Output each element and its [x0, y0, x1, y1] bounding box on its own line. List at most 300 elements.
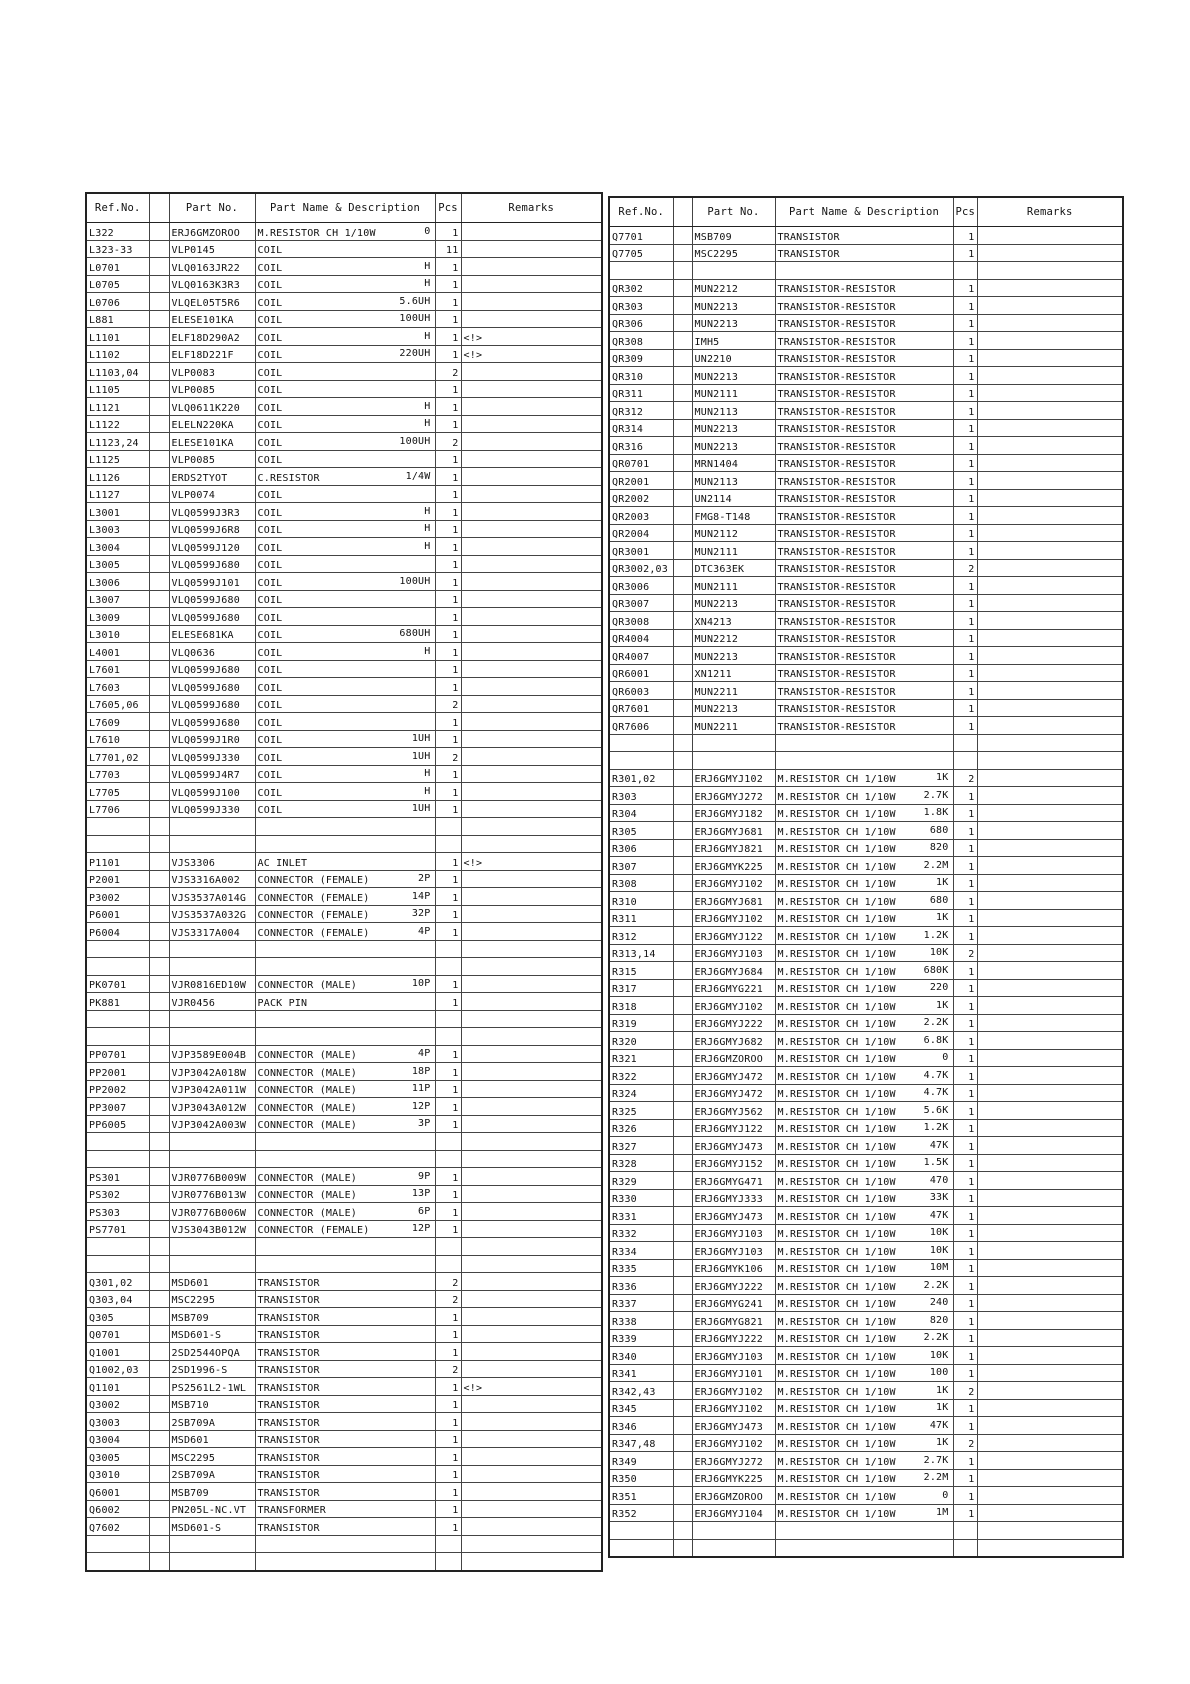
- part-name: COIL: [257, 437, 283, 449]
- table-row: [86, 783, 602, 801]
- description-cell: [775, 1259, 953, 1277]
- ref-no: PP0701: [86, 1045, 149, 1063]
- parts-table-right: [608, 196, 1124, 1558]
- remarks: [977, 1049, 1123, 1067]
- part-no: ELESE101KA: [169, 433, 255, 451]
- pcs: 1: [435, 468, 461, 486]
- gap-cell: [149, 958, 169, 976]
- table-row: [609, 454, 1123, 472]
- ref-no: R351: [609, 1487, 673, 1505]
- pcs: 1: [953, 787, 977, 805]
- part-no: VLQ0599J680: [169, 555, 255, 573]
- gap-cell: [673, 524, 692, 542]
- pcs: 1: [953, 1329, 977, 1347]
- part-no: ERJ6GMYJ272: [692, 787, 775, 805]
- pcs: 11: [435, 240, 461, 258]
- gap-cell: [149, 1465, 169, 1483]
- pcs: 2: [435, 1360, 461, 1378]
- pcs: 1: [953, 402, 977, 420]
- ref-no: QR316: [609, 437, 673, 455]
- gap-cell: [673, 1049, 692, 1067]
- ref-no: R321: [609, 1049, 673, 1067]
- part-value: 5.6K: [923, 1104, 949, 1116]
- gap-cell: [149, 888, 169, 906]
- gap-cell: [149, 940, 169, 958]
- table-header-row: [609, 197, 1123, 227]
- remarks: [461, 818, 602, 836]
- description-cell: [775, 647, 953, 665]
- part-value: 6.8K: [923, 1034, 949, 1046]
- pcs: 1: [435, 1413, 461, 1431]
- part-no: ERJ6GMYJ102: [692, 769, 775, 787]
- description-cell: [255, 1413, 435, 1431]
- part-no: ELESE101KA: [169, 310, 255, 328]
- remarks: [461, 1273, 602, 1291]
- gap-cell: [149, 923, 169, 941]
- pcs: 1: [435, 1448, 461, 1466]
- ref-no: R318: [609, 997, 673, 1015]
- pcs: 1: [953, 979, 977, 997]
- gap-cell: [673, 1189, 692, 1207]
- table-row: [609, 1067, 1123, 1085]
- part-no: MSD601: [169, 1430, 255, 1448]
- part-no: VJR0776B006W: [169, 1203, 255, 1221]
- table-row: [86, 835, 602, 853]
- ref-no: L1126: [86, 468, 149, 486]
- gap-cell: [149, 1010, 169, 1028]
- description-cell: [255, 800, 435, 818]
- gap-cell: [673, 752, 692, 770]
- table-header-row: [86, 193, 602, 223]
- table-row: [86, 1185, 602, 1203]
- remarks: [461, 1448, 602, 1466]
- part-no: MSC2295: [169, 1290, 255, 1308]
- gap-cell: [673, 1032, 692, 1050]
- part-no: ERJ6GMYJ473: [692, 1207, 775, 1225]
- pcs: 1: [953, 997, 977, 1015]
- part-name: TRANSISTOR: [257, 1347, 320, 1359]
- gap-cell: [149, 1535, 169, 1553]
- part-name: CONNECTOR (FEMALE): [257, 892, 370, 904]
- ref-no: L0705: [86, 275, 149, 293]
- gap-cell: [673, 1364, 692, 1382]
- ref-no: PP2002: [86, 1080, 149, 1098]
- description-cell: [255, 678, 435, 696]
- part-no: VJP3589E004B: [169, 1045, 255, 1063]
- part-no: [692, 262, 775, 280]
- part-no: VLQ0599J680: [169, 608, 255, 626]
- part-value: H: [424, 523, 431, 534]
- pcs: 1: [435, 1063, 461, 1081]
- description-cell: [775, 1329, 953, 1347]
- description-cell: [775, 1312, 953, 1330]
- ref-no: QR3001: [609, 542, 673, 560]
- description-cell: [775, 1399, 953, 1417]
- ref-no: L7701,02: [86, 748, 149, 766]
- description-cell: [775, 699, 953, 717]
- remarks: [461, 1220, 602, 1238]
- remarks: [461, 1168, 602, 1186]
- table-row: [609, 314, 1123, 332]
- part-name: TRANSISTOR-RESISTOR: [777, 546, 896, 558]
- part-value: 18P: [411, 1065, 431, 1077]
- ref-no: Q7705: [609, 244, 673, 262]
- table-row: [86, 223, 602, 241]
- part-name: TRANSISTOR-RESISTOR: [777, 354, 896, 365]
- part-no: MUN2113: [692, 472, 775, 490]
- table-row: [86, 1360, 602, 1378]
- remarks: <!>: [461, 345, 602, 363]
- part-no: VLP0074: [169, 485, 255, 503]
- description-cell: [775, 1364, 953, 1382]
- description-cell: [255, 783, 435, 801]
- pcs: [953, 1522, 977, 1540]
- pcs: 1: [953, 1014, 977, 1032]
- description-cell: [255, 275, 435, 293]
- remarks: [977, 1522, 1123, 1540]
- ref-no: R337: [609, 1294, 673, 1312]
- ref-no: L3006: [86, 573, 149, 591]
- part-no: VLQ0611K220: [169, 398, 255, 416]
- description-cell: [775, 682, 953, 700]
- ref-no: QR309: [609, 349, 673, 367]
- table-row: [609, 1189, 1123, 1207]
- gap-cell: [673, 1469, 692, 1487]
- table-row: [609, 874, 1123, 892]
- description-cell: [255, 713, 435, 731]
- description-cell: [255, 293, 435, 311]
- gap-cell: [673, 1539, 692, 1557]
- ref-no: R307: [609, 857, 673, 875]
- part-name: COIL: [257, 595, 283, 606]
- description-cell: [775, 279, 953, 297]
- description-cell: [775, 594, 953, 612]
- description-cell: [255, 765, 435, 783]
- gap-cell: [149, 1430, 169, 1448]
- pcs: 1: [953, 1067, 977, 1085]
- header-remarks: Remarks: [977, 197, 1123, 227]
- gap-cell: [149, 363, 169, 381]
- table-row: [86, 415, 602, 433]
- part-no: [169, 1010, 255, 1028]
- ref-no: R315: [609, 962, 673, 980]
- table-row: [86, 1150, 602, 1168]
- gap-cell: [149, 433, 169, 451]
- remarks: [977, 1172, 1123, 1190]
- table-row: [86, 923, 602, 941]
- table-row: [609, 839, 1123, 857]
- part-no: ERJ6GMYJ102: [692, 909, 775, 927]
- pcs: 1: [953, 1102, 977, 1120]
- gap-cell: [673, 542, 692, 560]
- pcs: 1: [435, 1115, 461, 1133]
- remarks: [461, 1080, 602, 1098]
- part-name: COIL: [257, 332, 283, 344]
- gap-cell: [149, 275, 169, 293]
- remarks: [977, 1539, 1123, 1557]
- part-name: TRANSISTOR: [257, 1295, 320, 1306]
- remarks: [461, 450, 602, 468]
- table-row: [609, 1469, 1123, 1487]
- description-cell: [775, 244, 953, 262]
- gap-cell: [673, 682, 692, 700]
- table-row: [609, 1119, 1123, 1137]
- remarks: [461, 1500, 602, 1518]
- part-value: 1M: [936, 1507, 949, 1518]
- pcs: 1: [953, 1277, 977, 1295]
- part-name: CONNECTOR (MALE): [257, 1120, 358, 1131]
- part-no: ERJ6GMYJ681: [692, 892, 775, 910]
- parts-table-left: [85, 192, 603, 1572]
- table-row: [86, 625, 602, 643]
- part-no: ELESE681KA: [169, 625, 255, 643]
- ref-no: L3010: [86, 625, 149, 643]
- gap-cell: [673, 314, 692, 332]
- table-row: [609, 1312, 1123, 1330]
- gap-cell: [673, 1242, 692, 1260]
- description-cell: [255, 433, 435, 451]
- ref-no: R301,02: [609, 769, 673, 787]
- table-row: [86, 870, 602, 888]
- ref-no: QR310: [609, 367, 673, 385]
- description-cell: [255, 835, 435, 853]
- remarks: [977, 1102, 1123, 1120]
- pcs: 1: [953, 699, 977, 717]
- pcs: 1: [435, 293, 461, 311]
- part-name: COIL: [257, 455, 283, 466]
- gap-cell: [673, 1172, 692, 1190]
- part-value: 2.7K: [923, 789, 949, 801]
- pcs: 1: [953, 612, 977, 630]
- pcs: [435, 818, 461, 836]
- part-value: H: [424, 418, 431, 429]
- table-row: [86, 730, 602, 748]
- description-cell: [775, 437, 953, 455]
- ref-no: PS7701: [86, 1220, 149, 1238]
- remarks: [977, 1399, 1123, 1417]
- part-no: DTC363EK: [692, 559, 775, 577]
- part-name: TRANSISTOR: [257, 1452, 320, 1464]
- description-cell: [255, 520, 435, 538]
- table-row: [86, 818, 602, 836]
- pcs: 1: [435, 450, 461, 468]
- ref-no: R340: [609, 1347, 673, 1365]
- ref-no: QR7601: [609, 699, 673, 717]
- table-row: [86, 1500, 602, 1518]
- part-no: MUN2213: [692, 297, 775, 315]
- part-name: TRANSFORMER: [257, 1505, 326, 1516]
- remarks: [461, 1395, 602, 1413]
- part-no: [169, 835, 255, 853]
- description-cell: [775, 349, 953, 367]
- part-no: MUN2112: [692, 524, 775, 542]
- part-value: 100UH: [399, 575, 431, 587]
- gap-cell: [673, 454, 692, 472]
- remarks: [977, 804, 1123, 822]
- part-name: M.RESISTOR CH 1/10W: [777, 1194, 896, 1205]
- table-row: [86, 1483, 602, 1501]
- remarks: [977, 874, 1123, 892]
- description-cell: [255, 1028, 435, 1046]
- part-value: H: [424, 785, 431, 797]
- pcs: 2: [435, 1273, 461, 1291]
- table-row: [86, 380, 602, 398]
- gap-cell: [673, 419, 692, 437]
- table-row: [609, 1084, 1123, 1102]
- gap-cell: [673, 1452, 692, 1470]
- gap-cell: [673, 892, 692, 910]
- remarks: [977, 1277, 1123, 1295]
- part-no: ERJ6GMYJ102: [692, 874, 775, 892]
- description-cell: [255, 1500, 435, 1518]
- ref-no: PP3007: [86, 1098, 149, 1116]
- description-cell: [255, 1465, 435, 1483]
- description-cell: [255, 888, 435, 906]
- part-value: 10P: [411, 978, 431, 989]
- part-no: ERJ6GMYK225: [692, 1469, 775, 1487]
- ref-no: R328: [609, 1154, 673, 1172]
- part-no: VJR0776B013W: [169, 1185, 255, 1203]
- part-value: 2P: [418, 873, 431, 884]
- part-name: COIL: [257, 297, 283, 309]
- ref-no: L7601: [86, 660, 149, 678]
- remarks: [461, 1483, 602, 1501]
- table-row: [86, 1395, 602, 1413]
- gap-cell: [149, 695, 169, 713]
- table-row: [86, 940, 602, 958]
- part-name: COIL: [257, 280, 283, 291]
- part-name: COIL: [257, 665, 283, 676]
- gap-cell: [149, 328, 169, 346]
- pcs: 1: [435, 923, 461, 941]
- part-value: 470: [929, 1174, 949, 1186]
- gap-cell: [673, 1504, 692, 1522]
- pcs: 1: [953, 1504, 977, 1522]
- part-value: 1UH: [411, 750, 431, 762]
- ref-no: QR314: [609, 419, 673, 437]
- part-no: MSD601: [169, 1273, 255, 1291]
- part-name: CONNECTOR (MALE): [257, 1190, 358, 1201]
- gap-cell: [149, 1343, 169, 1361]
- table-row: [609, 962, 1123, 980]
- gap-cell: [149, 800, 169, 818]
- ref-no: R331: [609, 1207, 673, 1225]
- table-row: [609, 402, 1123, 420]
- gap-cell: [673, 1312, 692, 1330]
- ref-no: L1105: [86, 380, 149, 398]
- pcs: [435, 1238, 461, 1256]
- pcs: 1: [953, 437, 977, 455]
- ref-no: [86, 1150, 149, 1168]
- part-value: 13P: [411, 1188, 431, 1199]
- remarks: [461, 1010, 602, 1028]
- pcs: 1: [435, 258, 461, 276]
- part-value: 32P: [411, 908, 431, 919]
- table-row: [609, 1399, 1123, 1417]
- description-cell: [255, 1063, 435, 1081]
- part-no: MUN2213: [692, 699, 775, 717]
- remarks: [977, 419, 1123, 437]
- description-cell: [775, 787, 953, 805]
- gap-cell: [149, 1518, 169, 1536]
- part-name: M.RESISTOR CH 1/10W: [777, 1474, 896, 1485]
- part-no: MSB709: [169, 1483, 255, 1501]
- part-no: ERJ6GMYJ182: [692, 804, 775, 822]
- table-row: [609, 804, 1123, 822]
- remarks: [461, 363, 602, 381]
- description-cell: [255, 870, 435, 888]
- part-value: 1.5K: [923, 1157, 949, 1168]
- pcs: 1: [953, 1189, 977, 1207]
- pcs: 1: [953, 629, 977, 647]
- description-cell: [775, 769, 953, 787]
- part-name: CONNECTOR (FEMALE): [257, 927, 370, 939]
- ref-no: QR4007: [609, 647, 673, 665]
- description-cell: [775, 1469, 953, 1487]
- ref-no: R349: [609, 1452, 673, 1470]
- part-value: 11P: [411, 1083, 431, 1094]
- part-name: TRANSISTOR: [257, 1365, 320, 1376]
- remarks: [461, 695, 602, 713]
- part-name: TRANSISTOR-RESISTOR: [777, 616, 896, 628]
- ref-no: R338: [609, 1312, 673, 1330]
- remarks: [977, 1032, 1123, 1050]
- part-name: M.RESISTOR CH 1/10W: [777, 1054, 896, 1065]
- part-no: VLQ0599J3R3: [169, 503, 255, 521]
- pcs: [953, 262, 977, 280]
- remarks: [977, 402, 1123, 420]
- pcs: 1: [953, 1487, 977, 1505]
- pcs: 1: [435, 643, 461, 661]
- gap-cell: [673, 1522, 692, 1540]
- pcs: 1: [953, 1312, 977, 1330]
- gap-cell: [149, 608, 169, 626]
- part-name: TRANSISTOR-RESISTOR: [777, 511, 896, 523]
- part-no: ERJ6GMYJ222: [692, 1277, 775, 1295]
- part-no: PS2561L2-1WL: [169, 1378, 255, 1396]
- gap-cell: [149, 713, 169, 731]
- gap-cell: [149, 450, 169, 468]
- remarks: [977, 577, 1123, 595]
- pcs: 1: [435, 590, 461, 608]
- gap-cell: [149, 240, 169, 258]
- part-value: 47K: [929, 1209, 949, 1221]
- gap-cell: [149, 1063, 169, 1081]
- part-no: MUN2213: [692, 594, 775, 612]
- ref-no: L7605,06: [86, 695, 149, 713]
- table-row: [86, 1535, 602, 1553]
- table-row: [609, 752, 1123, 770]
- ref-no: PS301: [86, 1168, 149, 1186]
- remarks: [461, 783, 602, 801]
- ref-no: R320: [609, 1032, 673, 1050]
- ref-no: [86, 818, 149, 836]
- part-name: CONNECTOR (MALE): [257, 1067, 358, 1079]
- pcs: 1: [435, 1483, 461, 1501]
- description-cell: [775, 874, 953, 892]
- ref-no: L3003: [86, 520, 149, 538]
- pcs: [435, 1553, 461, 1571]
- remarks: [461, 993, 602, 1011]
- gap-cell: [673, 227, 692, 245]
- ref-no: QR303: [609, 297, 673, 315]
- part-no: [169, 1028, 255, 1046]
- remarks: [977, 787, 1123, 805]
- table-row: [609, 857, 1123, 875]
- description-cell: [775, 979, 953, 997]
- header-part-no: Part No.: [692, 197, 775, 227]
- part-no: [169, 1133, 255, 1151]
